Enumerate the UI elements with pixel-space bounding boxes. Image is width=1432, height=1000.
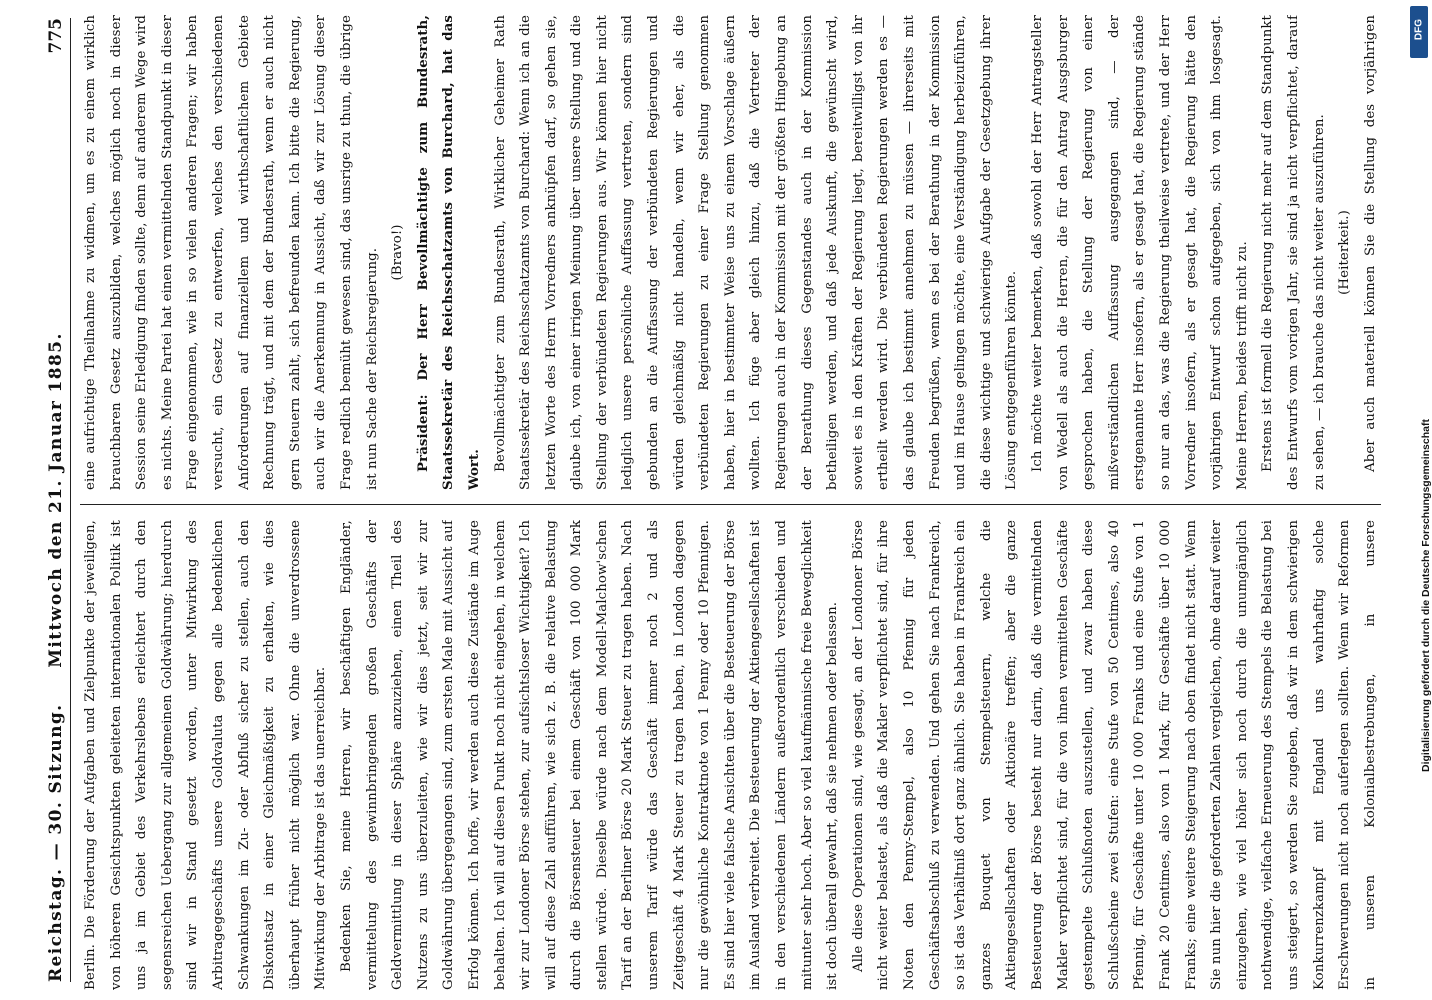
left-paragraph: Bedenken Sie, meine Herren, wir beschäftigen Engländer, vermittelung des gewinnbringenden großen Geschäfts der Geldvermittlung in dieser Sphäre anzuziehen, einen Theil des Nutzens zu uns überzuleiten, wie wir dies jetzt, seit wir zur Goldwährung übergegangen sind, zum ersten Male mit Aussicht auf Erfolg können. Ich hoffe, wir werden auch diese Zustände im Auge behalten. Ich will auf diesen Punkt noch nicht eingehen, in welchem wir zur Londoner Börse stehen, zur aufsichtsloser Wichtigkeit? Ich will auf diese Zahl aufführen, wie sich z. B. die relative Belastung durch die Börsensteuer bei einem Geschäft von 100 000 Mark stellen würde. Dieselbe würde nach dem Modell-Malchow'schen Tarif an der Berliner Börse 20 Mark Steuer zu tragen haben. Nach unserem Tarif würde das Geschäft immer noch 2 und als Zeitgeschäft 4 Mark Steuer zu tragen haben, in London dagegen nur die gewöhnliche Kontraktnote von 1 Penny oder 10 Pfennigen. Es sind hier viele falsche Ansichten über die Besteuerung der Börse im Ausland verbreitet. Die Besteuerung der Aktiengesellschaften ist in den verschiedenen Ländern außerordentlich verschieden und mitunter sehr hoch. Aber so viel kaufmännische freie Beweglichkeit ist doch überall gewahrt, daß sie nehmen oder belassen. (338, 520, 841, 990)
right-paragraph: Ich möchte weiter bemerken, daß sowohl der Herr Antragsteller von Wedell als auch die Herren, die für den Antrag Ausgsburger gesprochen haben, die Stellung der Regierung von einer mißverständlichen Auffassung ausgegangen sind, — der erstgenannte Herr insofern, als er gesagt hat, die Regierung stände so nur an das, was die Regierung theilweise vertrete, und der Herr Vorredner insofern, als er gesagt hat, die Regierung hätte den vorjährigen Entwurf schon aufgegeben, sich von ihm losgesagt. Meine Herren, beides trifft nicht zu. (1029, 15, 1250, 490)
laughter-note: (Heiterkeit.) (1337, 210, 1353, 295)
column-divider (80, 504, 1381, 505)
running-head-left: Reichstag. — 30. Sitzung. (46, 703, 66, 982)
right-paragraph: eine aufrichtige Theilnahme zu widmen, um es zu einem wirklich brauchbaren Gesetz auszubilden, welches möglich noch in dieser Session seine Erledigung finden sollte, denn auf anderem Wege wird es nichts. Meine Partei hat einen vermittelnden Standpunkt in dieser Frage eingenommen, wie in so vielen anderen Fragen; wir haben versucht, ein Gesetz zu entwerfen, welches den verschiedenen Anforderungen auf finanziellem und wirthschaftlichem Gebiete Rechnung trägt, und mit dem der Bundesrath, wenn er auch nicht gern Steuern zahlt, sich befreunden kann. Ich bitte die Regierung, auch wir die Anerkennung in Aussicht, daß wir zur Lösung dieser Frage redlich bemüht gewesen sind, das unsrige zu thun, die übrige ist nun Sache der Reichsregierung. (83, 15, 380, 490)
dfg-logo (1410, 6, 1428, 58)
page-number: 775 (46, 18, 66, 54)
right-column (78, 15, 1383, 490)
left-column (78, 520, 1383, 990)
right-paragraph: Bevollmächtigter zum Bundesrath, Wirklicher Geheimer Rath Staatssekretär des Reichsschatzamts von Burchard: Wenn ich an die letzten Worte des Herrn Vorredners anknüpfen darf, so gehen sie, glaube ich, von einer irrigen Meinung über unsere Stellung und die Stellung der verbündeten Regierungen aus. Wir können hier nicht lediglich unsere persönliche Auffassung vertreten, sondern sind gebunden an die Auffassung der verbündeten Regierungen und würden gleichmäßig nicht handeln, wenn wir eher, als die verbündeten Regierungen zu einer Frage Stellung genommen haben, hier in bestimmter Weise uns zu einem Vorschlage äußern wollten. Ich füge aber gleich hinzu, daß die Vertreter der Regierungen auch in der Kommission mit der größten Hingebung an der Berathung dieses Gegenstandes auch in der Kommission betheiligen werden, und daß jede Auskunft, die gewünscht wird, soweit es in den Kräften der Regierung liegt, bereitwilligst von ihr ertheilt werden wird. Die verbündeten Regierungen werden es — das glaube ich bestimmt annehmen zu müssen — ihrerseits mit Freuden begrüßen, wenn es bei der Berathung in der Kommission und im Hause gelingen möchte, eine Verständigung herbeizuführen, die diese wichtige und schwierige Aufgabe der Gesetzgebung ihrer Lösung entgegenführen könnte. (492, 15, 1020, 490)
dfg-logo-text: DFG (1413, 18, 1425, 41)
left-paragraph: Alle diese Operationen sind, wie gesagt, an der Londoner Börse nicht weiter belastet, als daß die Makler verpflichtet sind, für ihre Noten den Penny-Stempel, also 10 Pfennig für jeden Geschäftsabschluß zu verwenden. Und gehen Sie nach Frankreich, so ist das Verhältniß dort ganz ähnlich. Sie haben in Frankreich ein ganzes Bouquet von Stempelsteuern, welche die Aktiengesellschaften oder Aktionäre treffen; aber die ganze Besteuerung der Börse besteht nur darin, daß die vermittelnden Makler verpflichtet sind, für die von ihnen vermittelten Geschäfte gestempelte Schlußnoten auszustellen, und zwar haben diese Schlußscheine zwei Stufen: eine Stufe von 50 Centimes, also 40 Pfennig, für Geschäfte unter 10 000 Franks und eine Stufe von 1 Frank 20 Centimes, also von 1 Mark, für Geschäfte über 10 000 Franks; eine weitere Steigerung nach oben findet nicht statt. Wenn Sie nun hier die geforderten Zahlen vergleichen, ohne darauf weiter einzugehen, wie viel höher sich noch durch die unumgänglich nothwendige, vielfache Erneuerung des Stempels die Belastung bei uns steigert, so werden Sie zugeben, daß wir in dem schwierigen Konkurrenzkampf mit England uns wahrhaftig solche Erschwerungen nicht noch auferlegen sollten. Wenn wir Reformen in unseren Kolonialbestrebungen, in unsere (850, 520, 1378, 990)
digitization-credit-text: Digitalisierung gefördert durch die Deutsche Forschungsgemeinschaft (1420, 419, 1432, 772)
running-head-center: Mittwoch den 21. Januar 1885. (46, 332, 66, 668)
digitization-credit (1420, 40, 1432, 1000)
left-paragraph: Berlin. Die Förderung der Aufgaben und Zielpunkte der jeweiligen, von höheren Gesichtspunkten geleiteten internationalen Politik ist uns ja im Gebiet des Verkehrslebens erleichtert durch den segensreichen Uebergang zur allgemeinen Goldwährung; hierdurch sind wir in Stand gesetzt worden, unter Mitwirkung des Arbitragegeschäfts unsere Goldvaluta gegen alle bedenklichen Schwankungen im Zu- oder Abfluß sicher zu stellen, auch den Diskontsatz in einer Gleichmäßigkeit zu erhalten, wie dies überhaupt früher nicht möglich war. Ohne die unverdrossene Mitwirkung der Arbitrage ist das unerreichbar. (83, 520, 329, 990)
president-speech: Präsident: Der Herr Bevollmächtigte zum Bundesrath, Staatssekretär des Reichsschatzamts von Burchard, hat das Wort. (415, 15, 482, 490)
running-head (40, 18, 71, 982)
right-paragraph: Aber auch materiell können Sie die Stellung des vorjährigen (1362, 15, 1378, 472)
applause-note: (Bravo!) (390, 224, 406, 281)
right-paragraph: Erstens ist formell die Regierung nicht mehr auf dem Standpunkt des Entwurfs vom vorigen Jahr, sie sind ja nicht verpflichtet, darauf zu sehen, — ich brauche das nicht weiter auszuführen. (1260, 15, 1327, 490)
